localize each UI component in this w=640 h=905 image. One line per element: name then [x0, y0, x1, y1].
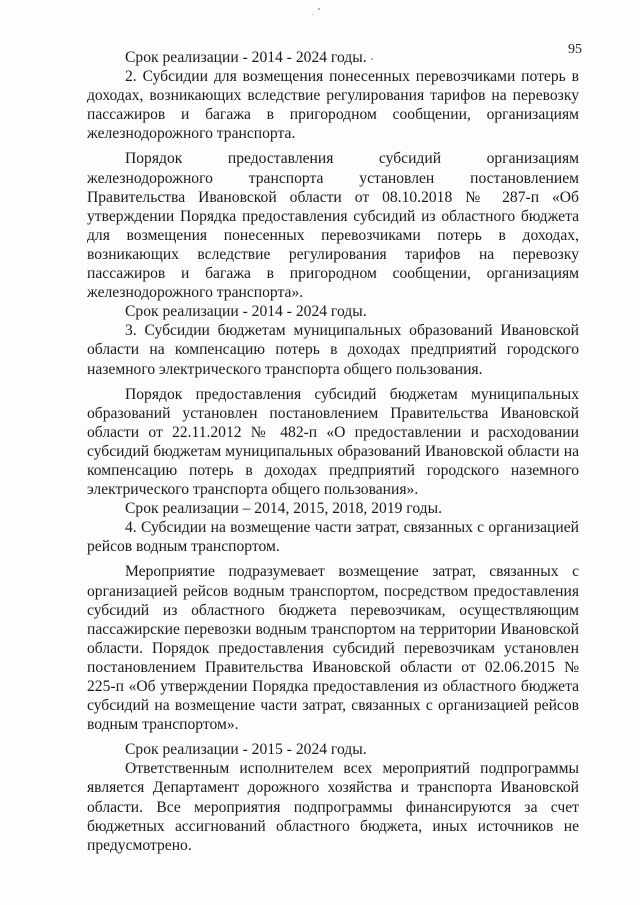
paragraph-term-1: Срок реализации - 2014 - 2024 годы.: [125, 49, 367, 66]
paragraph-term-3: Срок реализации – 2014, 2015, 2018, 2019 годы.: [125, 500, 442, 518]
paragraph-item-3-title: 3. Субсидии бюджетам муниципальных образований Ивановской области на компенсацию потерь в доходах предприятий городского наземного электрического транспорта общего пользования.: [87, 322, 579, 378]
document-body: [87, 48, 579, 855]
paragraph-item-4-description: Мероприятие подразумевает возмещение затрат, связанных с организацией рейсов водным транспортом, посредством предоставления субсидий из областного бюджета перевозчикам, осуществляющим пассажирские перевозки водным транспортом на территории Ивановской области. Порядок предоставления субсидий перевозчикам установлен постановлением Правительства Ивановской области от 02.06.2015 № 225-п «Об утверждении Порядка предоставления из областного бюджета субсидий на возмещение части затрат, связанных с организацией рейсов водным транспортом».: [87, 563, 579, 734]
scan-speck: [312, 14, 313, 15]
paragraph-item-4-title: 4. Субсидии на возмещение части затрат, связанных с организацией рейсов водным транспортом.: [87, 519, 579, 556]
paragraph-item-2-title: 2. Субсидии для возмещения понесенных перевозчиками потерь в доходах, возникающих вследствие регулирования тарифов на перевозку пассажиров и багажа в пригородном сообщении, организациям железнодорожного транспорта.: [87, 68, 579, 143]
paragraph-item-2-procedure: Порядок предоставления субсидий организациям железнодорожного транспорта установлен постановлением Правительства Ивановской области от 08.10.2018 № 287-п «Об утверждении Порядка предоставления субсидий из областного бюджета для возмещения понесенных перевозчиками потерь в доходах, возникающих вследствие регулирования тарифов на перевозку пассажиров и багажа в пригородном сообщении, организациям железнодорожного транспорта».: [87, 150, 579, 302]
paragraph-item-3-procedure: Порядок предоставления субсидий бюджетам муниципальных образований установлен постановлением Правительства Ивановской области от 22.11.2012 № 482-п «О предоставлении и расходовании субсидий бюджетам муниципальных образований Ивановской области на компенсацию потерь в доходах предприятий городского наземного электрического транспорта общего пользования».: [87, 385, 579, 499]
paragraph-term-4: Срок реализации - 2015 - 2024 годы.: [125, 741, 367, 759]
paragraph-responsible-executor: Ответственным исполнителем всех мероприятий подпрограммы является Департамент дорожного хозяйства и транспорта Ивановской области. Все мероприятия подпрограммы финансируются за счет бюджетных ассигнований областного бюджета, иных источников не предусмотрено.: [87, 760, 579, 854]
page-number: 95: [568, 42, 582, 57]
scan-speck: [318, 8, 320, 10]
paragraph-term-2: Срок реализации - 2014 - 2024 годы.: [125, 303, 367, 321]
